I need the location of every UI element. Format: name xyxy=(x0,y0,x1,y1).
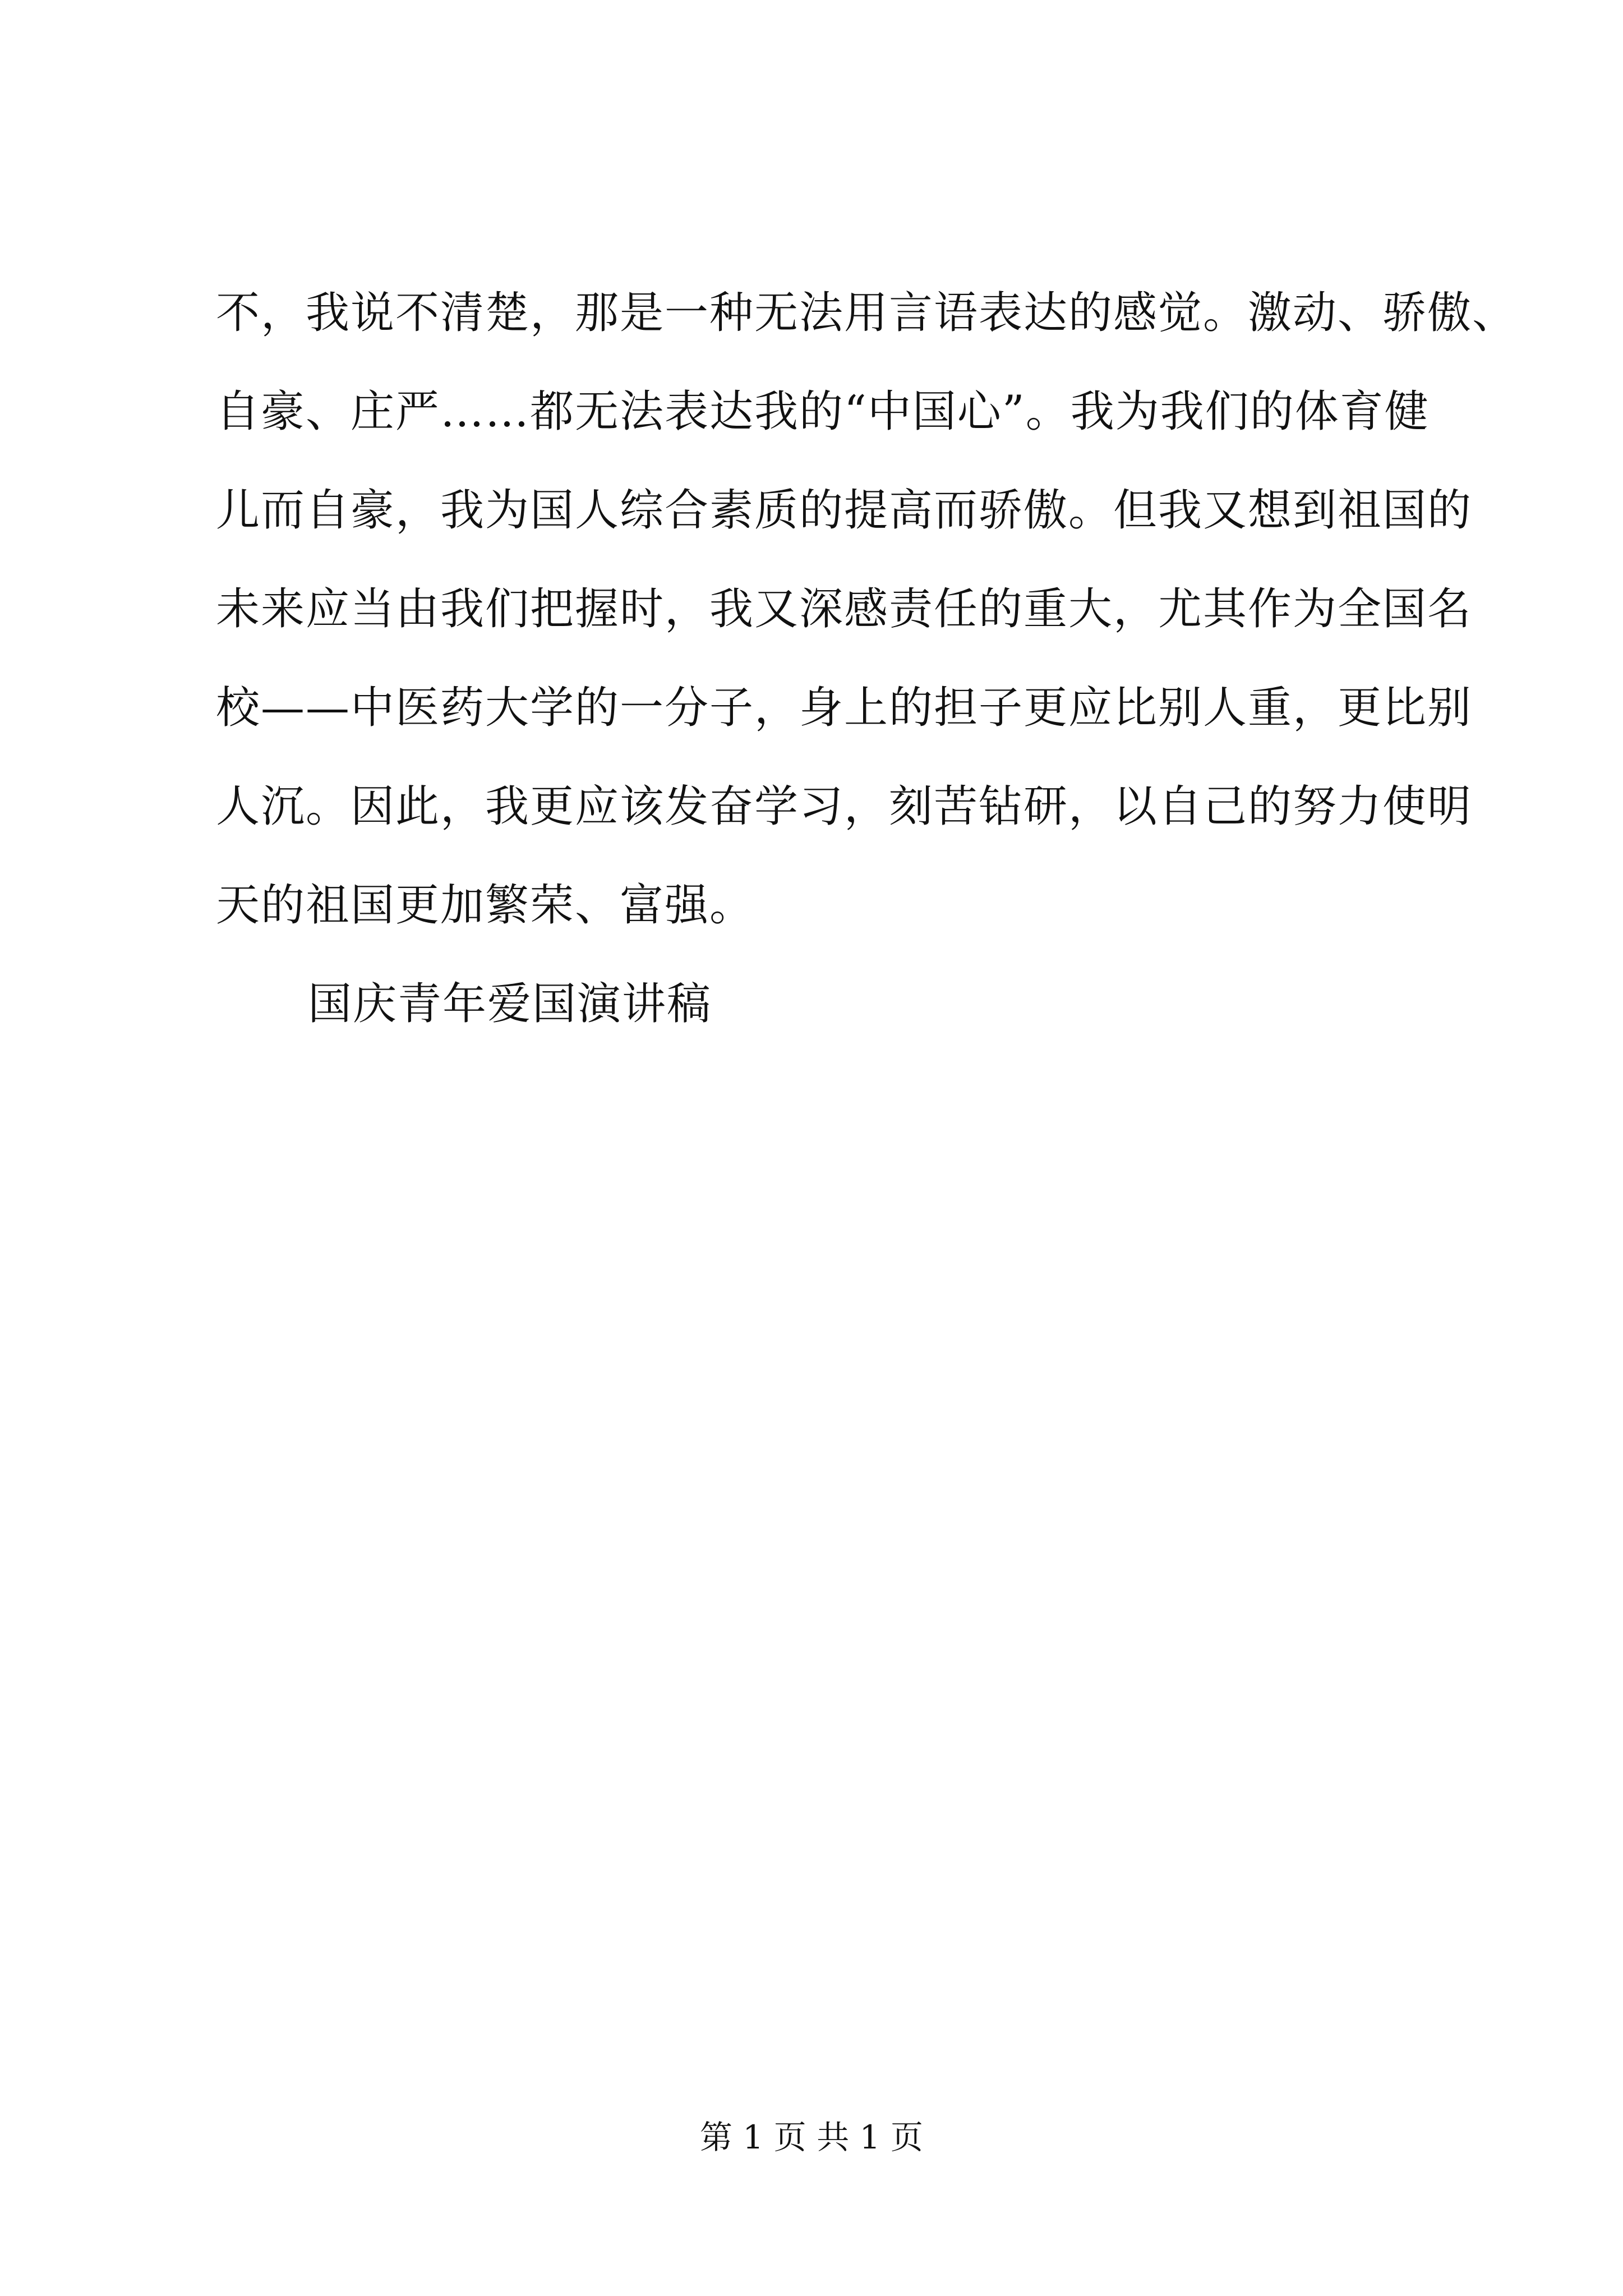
paragraph-line-3: 儿而自豪，我为国人综合素质的提高而骄傲。但我又想到祖国的 xyxy=(216,485,1473,536)
paragraph-line-2: 自豪、庄严……都无法表达我的“中国心”。我为我们的体育健 xyxy=(216,386,1430,437)
paragraph-line-7: 天的祖国更加繁荣、富强。 xyxy=(216,880,755,931)
document-title-line: 国庆青年爱国演讲稿 xyxy=(308,979,712,1029)
paragraph-line-5: 校——中医药大学的一分子，身上的担子更应比别人重，更比别 xyxy=(216,683,1473,733)
paragraph-line-1: 不，我说不清楚，那是一种无法用言语表达的感觉。激动、骄傲、 xyxy=(216,288,1518,338)
page-footer: 第 1 页 共 1 页 xyxy=(700,2118,923,2156)
paragraph-line-4: 未来应当由我们把握时，我又深感责任的重大，尤其作为全国名 xyxy=(216,584,1473,634)
body-text xyxy=(216,264,1518,1053)
paragraph-line-6: 人沉。因此，我更应该发奋学习，刻苦钻研，以自己的努力使明 xyxy=(216,781,1473,832)
